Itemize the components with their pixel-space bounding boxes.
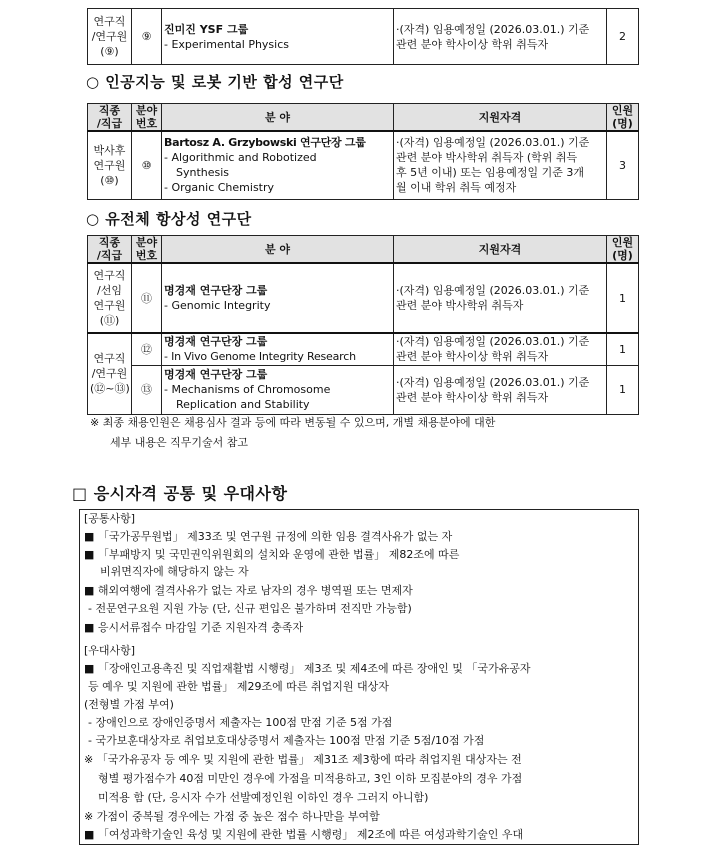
header-field: 분 야 xyxy=(162,236,394,264)
table-row9 xyxy=(87,8,639,65)
table-header xyxy=(88,104,639,132)
qualification-line: ·(자격) 임용예정일 (2026.03.01.) 기준 xyxy=(396,136,590,150)
field-name: - Algorithmic and Robotized xyxy=(164,151,317,165)
position-line: (⑩) xyxy=(100,173,119,187)
field-cell xyxy=(162,131,394,199)
qualification-cell xyxy=(394,131,607,199)
preference-label: [우대사항] xyxy=(84,644,136,657)
section-title-genome: ○ 유전체 항상성 연구단 xyxy=(86,210,252,228)
headcount: 1 xyxy=(607,263,639,333)
field-name: - Mechanisms of Chromosome xyxy=(164,383,331,396)
table-header xyxy=(88,236,639,264)
qualification-line: 월 이내 학위 취득 예정자 xyxy=(396,181,517,195)
position-line: (⑪) xyxy=(99,314,120,327)
qualification-line: 관련 분야 학사이상 학위 취득자 xyxy=(396,350,549,364)
common-line: 비위면직자에 해당하지 않는 자 xyxy=(100,565,249,578)
qualification-cell xyxy=(394,333,607,365)
header-count: 인원 (명) xyxy=(607,104,639,132)
field-name: Replication and Stability xyxy=(176,398,310,411)
section-title-ai-robot: ○ 인공지능 및 로봇 기반 합성 연구단 xyxy=(86,73,344,91)
headcount: 2 xyxy=(607,9,639,65)
position-line: 연구직 xyxy=(93,15,126,28)
common-line: ■ 「국가공무원법」 제33조 및 연구원 규정에 의한 임용 결격사유가 없는 자 xyxy=(84,530,453,543)
field-number: ⑫ xyxy=(132,333,162,365)
table-row xyxy=(88,365,639,414)
field-cell xyxy=(162,333,394,365)
group-name: 명경재 연구단장 그룹 xyxy=(164,335,268,349)
headcount: 1 xyxy=(607,333,639,365)
qualification-line: ·(자격) 임용예정일 (2026.03.01.) 기준 xyxy=(396,284,590,297)
field-number: ⑨ xyxy=(132,9,162,65)
position-line: 연구원 xyxy=(93,158,126,172)
qualification-line: 관련 분야 박사학위 취득자 (학위 취득 xyxy=(396,151,578,165)
group-name: 진미진 YSF 그룹 xyxy=(164,22,249,36)
table-ai-robot xyxy=(87,103,639,200)
preference-line: ■ 「여성과학기술인 육성 및 지원에 관한 법률 시행령」 제2조에 따른 여성과학기술인 우대 xyxy=(84,828,524,841)
header-position: 직종 /직급 xyxy=(88,236,132,264)
header-qualification: 지원자격 xyxy=(394,236,607,264)
common-label: [공통사항] xyxy=(84,512,136,525)
qualification-line: ·(자격) 임용예정일 (2026.03.01.) 기준 xyxy=(396,375,590,389)
group-name: 명경재 연구단장 그룹 xyxy=(164,368,268,381)
position-line: 연구직 xyxy=(93,352,126,366)
preference-line: 등 예우 및 지원에 관한 법률」 제29조에 따른 취업지원 대상자 xyxy=(88,680,389,693)
field-name: - Experimental Physics xyxy=(164,37,289,51)
table-row xyxy=(88,131,639,199)
table-row xyxy=(88,9,639,65)
position-line: /선임 xyxy=(97,284,122,297)
header-count: 인원 (명) xyxy=(607,236,639,264)
field-name: - Genomic Integrity xyxy=(164,299,271,312)
table-genome xyxy=(87,235,639,415)
field-cell xyxy=(162,9,394,65)
qualification-line: ·(자격) 임용예정일 (2026.03.01.) 기준 xyxy=(396,22,590,36)
preference-line: 형별 평가점수가 40점 미만인 경우에 가점을 미적용하고, 3인 이하 모집분야의 경우 가점 xyxy=(98,772,523,785)
position-cell xyxy=(88,263,132,333)
footnote xyxy=(90,413,495,453)
preference-line: 미적용 함 (단, 응시자 수가 선발예정인원 이하인 경우 그러지 아니함) xyxy=(98,791,429,804)
qualification-line: ·(자격) 임용예정일 (2026.03.01.) 기준 xyxy=(396,335,590,349)
common-line: ■ 응시서류접수 마감일 기준 지원자격 충족자 xyxy=(84,621,304,634)
qualification-cell xyxy=(394,365,607,414)
preference-line: ※ 가점이 중복될 경우에는 가점 중 높은 점수 하나만을 부여함 xyxy=(84,810,380,823)
field-number: ⑪ xyxy=(132,263,162,333)
group-name: 명경재 연구단장 그룹 xyxy=(164,284,268,297)
field-number: ⑩ xyxy=(132,131,162,199)
header-qualification: 지원자격 xyxy=(394,104,607,132)
table-row xyxy=(88,333,639,365)
field-cell xyxy=(162,365,394,414)
preference-line: - 장애인으로 장애인증명서 제출자는 100점 만점 기준 5점 가점 xyxy=(88,716,393,729)
section-title-common: □ 응시자격 공통 및 우대사항 xyxy=(72,484,288,503)
table-row xyxy=(88,263,639,333)
header-number: 분야 번호 xyxy=(132,104,162,132)
header-number: 분야 번호 xyxy=(132,236,162,264)
qualification-cell xyxy=(394,263,607,333)
position-cell xyxy=(88,333,132,414)
field-name: - In Vivo Genome Integrity Research xyxy=(164,350,356,364)
qualification-cell xyxy=(394,9,607,65)
footnote-line: ※ 최종 채용인원은 채용심사 결과 등에 따라 변동될 수 있으며, 개별 채용분야에 대한 xyxy=(90,416,496,429)
field-cell xyxy=(162,263,394,333)
qualification-line: 관련 분야 학사이상 학위 취득자 xyxy=(396,37,549,51)
position-line: /연구원 xyxy=(91,367,128,381)
common-line: ■ 「부패방지 및 국민권익위원회의 설치와 운영에 관한 법률」 제82조에 따른 xyxy=(84,548,460,561)
position-line: (⑫~⑬) xyxy=(90,382,130,396)
common-line: ■ 해외여행에 결격사유가 없는 자로 남자의 경우 병역필 또는 면제자 xyxy=(84,584,413,597)
position-line: 연구원 xyxy=(93,299,126,312)
qualification-line: 관련 분야 학사이상 학위 취득자 xyxy=(396,390,549,404)
position-line: 연구직 xyxy=(93,269,126,282)
footnote-line: 세부 내용은 직무기술서 참고 xyxy=(110,436,249,449)
position-line: /연구원 xyxy=(91,30,128,43)
header-field: 분 야 xyxy=(162,104,394,132)
position-line: 박사후 xyxy=(93,143,126,157)
preference-line: (전형별 가점 부여) xyxy=(84,698,174,711)
qualification-line: 관련 분야 박사학위 취득자 xyxy=(396,299,524,312)
group-name: Bartosz A. Grzybowski 연구단장 그룹 xyxy=(164,136,366,150)
headcount: 1 xyxy=(607,365,639,414)
header-position: 직종 /직급 xyxy=(88,104,132,132)
field-number: ⑬ xyxy=(132,365,162,414)
common-line: - 전문연구요원 지원 가능 (단, 신규 편입은 불가하며 전직만 가능함) xyxy=(88,602,412,615)
headcount: 3 xyxy=(607,131,639,199)
qualification-line: 후 5년 이내) 또는 임용예정일 기준 3개 xyxy=(396,166,585,180)
field-name: - Organic Chemistry xyxy=(164,181,275,195)
position-cell xyxy=(88,9,132,65)
position-cell xyxy=(88,131,132,199)
preference-line: ※ 「국가유공자 등 예우 및 지원에 관한 법률」 제31조 제3항에 따라 취업지원 대상자는 전 xyxy=(84,753,522,766)
position-line: (⑨) xyxy=(100,45,119,58)
preference-line: - 국가보훈대상자로 취업보호대상증명서 제출자는 100점 만점 기준 5점/10점 가점 xyxy=(88,734,485,747)
preference-line: ■ 「장애인고용촉진 및 직업재활법 시행령」 제3조 및 제4조에 따른 장애인 및 「국가유공자 xyxy=(84,662,531,675)
field-name: Synthesis xyxy=(176,166,230,180)
